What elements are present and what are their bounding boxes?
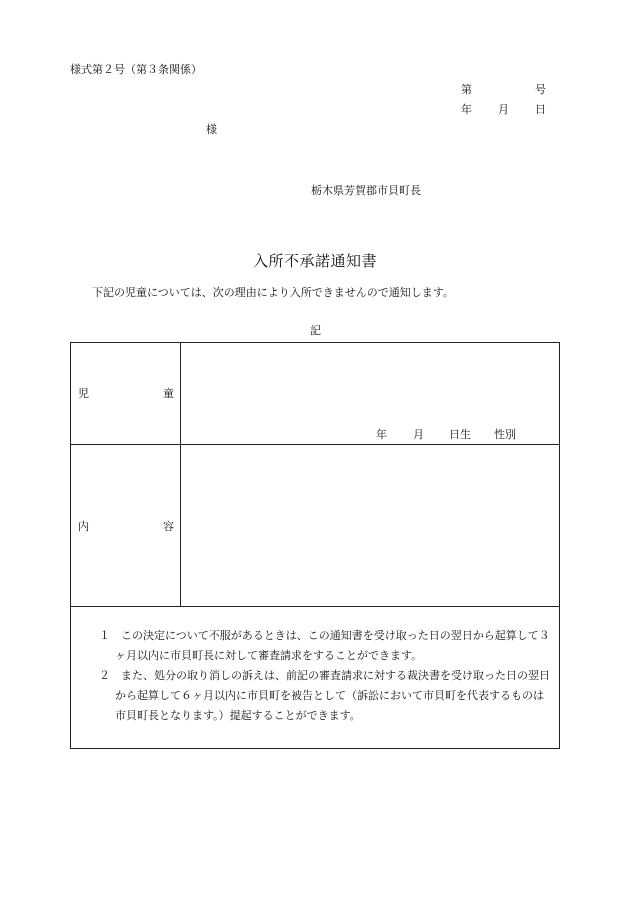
column-divider xyxy=(180,343,181,606)
note-item: ２ また、処分の取り消しの訴えは、前記の審査請求に対する裁決書を受け取った日の翌日から起算して６ヶ月以内に市貝町を被告として（訴訟において市貝町を代表するものは市貝町長となります。）提起することができます。 xyxy=(99,669,550,722)
birth-year-label: 年 xyxy=(376,428,387,441)
birth-day-label: 日生 xyxy=(449,428,471,441)
document-title: 入所不承諾通知書 xyxy=(253,252,378,270)
row-divider-1 xyxy=(71,444,559,445)
content-label-left: 内 xyxy=(78,520,89,533)
note-item: １ この決定について不服があるときは、この通知書を受け取った日の翌日から起算して３ヶ月以内に市貝町長に対して審査請求をすることができます。 xyxy=(99,629,550,662)
row-divider-2 xyxy=(71,606,559,607)
date-month-label: 月 xyxy=(498,103,509,116)
recipient-honorific: 様 xyxy=(206,123,217,136)
content-label-right: 容 xyxy=(163,520,174,533)
child-label-right: 童 xyxy=(163,387,174,400)
date-day-label: 日 xyxy=(535,103,546,116)
form-number-label: 様式第２号（第３条関係） xyxy=(70,63,202,76)
date-year-label: 年 xyxy=(461,103,472,116)
issuer-name: 栃木県芳賀郡市貝町長 xyxy=(311,184,421,197)
document-number-suffix: 号 xyxy=(535,83,546,96)
ki-label: 記 xyxy=(310,324,321,337)
birth-month-label: 月 xyxy=(413,428,424,441)
intro-text: 下記の児童については、次の理由により入所できませんので通知します。 xyxy=(92,286,454,299)
document-number-prefix: 第 xyxy=(461,83,472,96)
child-label-left: 児 xyxy=(78,387,89,400)
notice-table xyxy=(70,342,560,749)
gender-label: 性別 xyxy=(494,428,516,441)
notes-section xyxy=(99,626,554,726)
